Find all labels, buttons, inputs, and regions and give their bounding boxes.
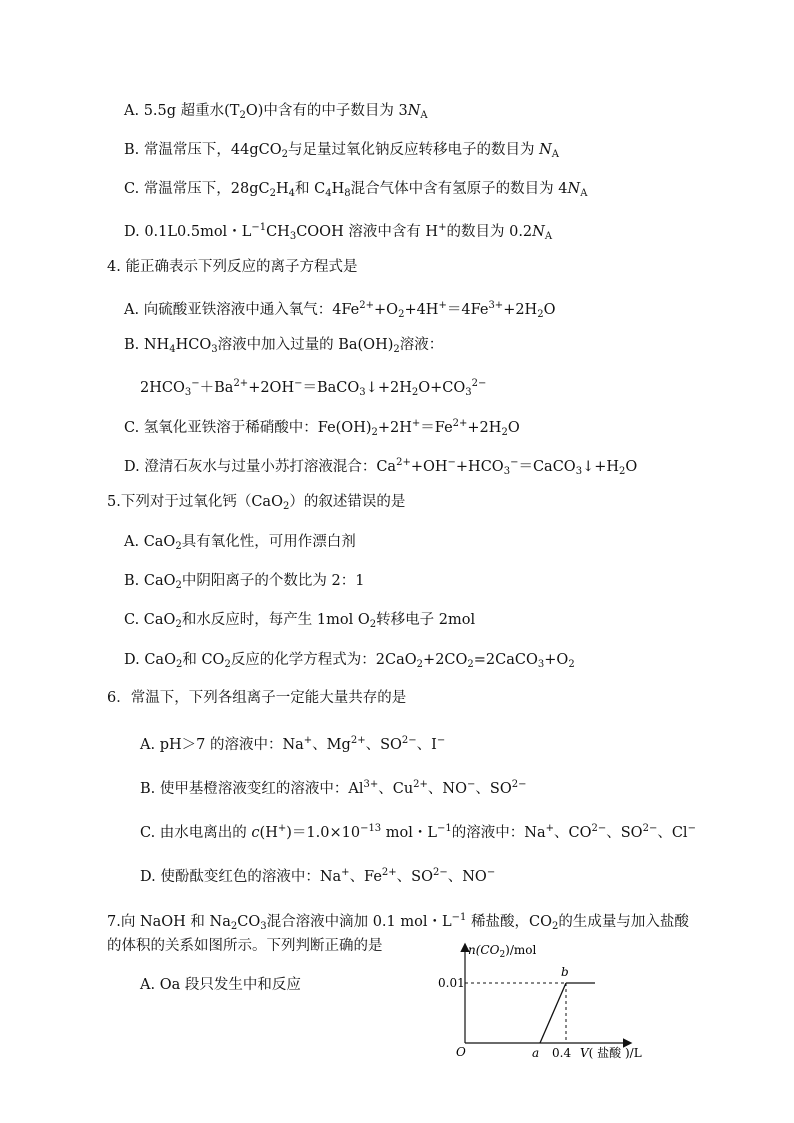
q6-option-d: D. 使酚酞变红色的溶液中：Na+、$Fe^{2+}$、$SO^{2-}$、NO− [140, 867, 496, 885]
co2-volume-graph [430, 940, 670, 1070]
co2-rise-line [540, 983, 566, 1043]
q3-option-a: A. 5.5g 超重水$(T_2O)$中含有的中子数目为 $3N_A$ [124, 103, 428, 121]
y-axis-label: $n(CO_2)$/mol [468, 943, 537, 960]
q3-option-d: D. 0.1L0.5mol・$L^{-1}CH_3COOH$ 溶液中含有 H+的数目为 $0.2N_A$ [124, 222, 553, 242]
q5-option-c: C. CaO$_2$和水反应时，每产生 1mol $O_2$转移电子 2mol [124, 612, 476, 630]
q4-stem: 4. 能正确表示下列反应的离子方程式是 [107, 259, 358, 275]
x-axis-label: V( 盐酸 )/L [580, 1046, 642, 1060]
q3-option-c: C. 常温常压下，$28gC_2H_4$和 $C_4H_8$混合气体中含有氢原子的数目为 $4N_A$ [124, 181, 588, 199]
q6-option-a: A. pH＞7 的溶液中：Na+、$Mg^{2+}$、$SO^{2-}$、I− [140, 735, 446, 753]
q7-stem-line2: 的体积的关系如图所示。下列判断正确的是 [107, 938, 383, 954]
q4-option-b-equation: $2HCO_3^-+Ba^{2+}+2OH^-=BaCO_3↓+2H_2O+CO_3^{2-}$ [140, 378, 487, 398]
x-tick-label: 0.4 [552, 1046, 572, 1060]
origin-label: O [456, 1045, 466, 1059]
q4-option-d: D. 澄清石灰水与过量小苏打溶液混合：$Ca^{2+}+OH^-+HCO_3^-=CaCO_3↓+H_2O$ [124, 457, 638, 477]
q4-option-b: B. $NH_4HCO_3$溶液中加入过量的 $Ba(OH)_2$溶液： [124, 337, 444, 355]
q7-option-a: A. Oa 段只发生中和反应 [140, 977, 301, 993]
point-b-label: b [561, 965, 569, 979]
q6-stem: 6．常温下，下列各组离子一定能大量共存的是 [107, 690, 407, 706]
q4-option-a: A. 向硫酸亚铁溶液中通入氧气：$4Fe^{2+}+O_2+4H^+=4Fe^{3+}+2H_2O$ [124, 300, 556, 320]
q5-stem: 5.下列对于过氧化钙（CaO$_2$）的叙述错误的是 [107, 494, 406, 512]
q6-option-b: B. 使甲基橙溶液变红的溶液中：$Al^{3+}$、$Cu^{2+}$、NO−、$SO^{2-}$ [140, 779, 527, 797]
q5-option-d: D. CaO$_2$和 $CO_2$反应的化学方程式为：$2CaO_2+2CO_2=2CaCO_3+O_2$ [124, 652, 575, 670]
y-tick-label: 0.01 [438, 976, 465, 990]
q5-option-a: A. CaO$_2$具有氧化性，可用作漂白剂 [124, 534, 356, 552]
q7-stem-line1: 7.向 NaOH 和 $Na_2CO_3$混合溶液中滴加 0.1 mol・$L^{-1}$ 稀盐酸，$CO_2$的生成量与加入盐酸 [107, 912, 689, 932]
q3-option-b: B. 常温常压下，44gCO$_2$与足量过氧化钠反应转移电子的数目为 $N_A$ [124, 142, 559, 160]
q5-option-b: B. CaO$_2$中阴阳离子的个数比为 2：1 [124, 573, 365, 591]
q6-option-c: C. 由水电离出的 $c(H^+)=1.0\times 10^{-13}$ mol・$L^{-1}$的溶液中：Na+、$CO^{2-}$、$SO^{2-}$、Cl− [140, 823, 696, 841]
q4-option-c: C. 氢氧化亚铁溶于稀硝酸中：$Fe(OH)_2+2H^+=Fe^{2+}+2H_2O$ [124, 418, 520, 438]
point-a-label: a [532, 1046, 540, 1060]
